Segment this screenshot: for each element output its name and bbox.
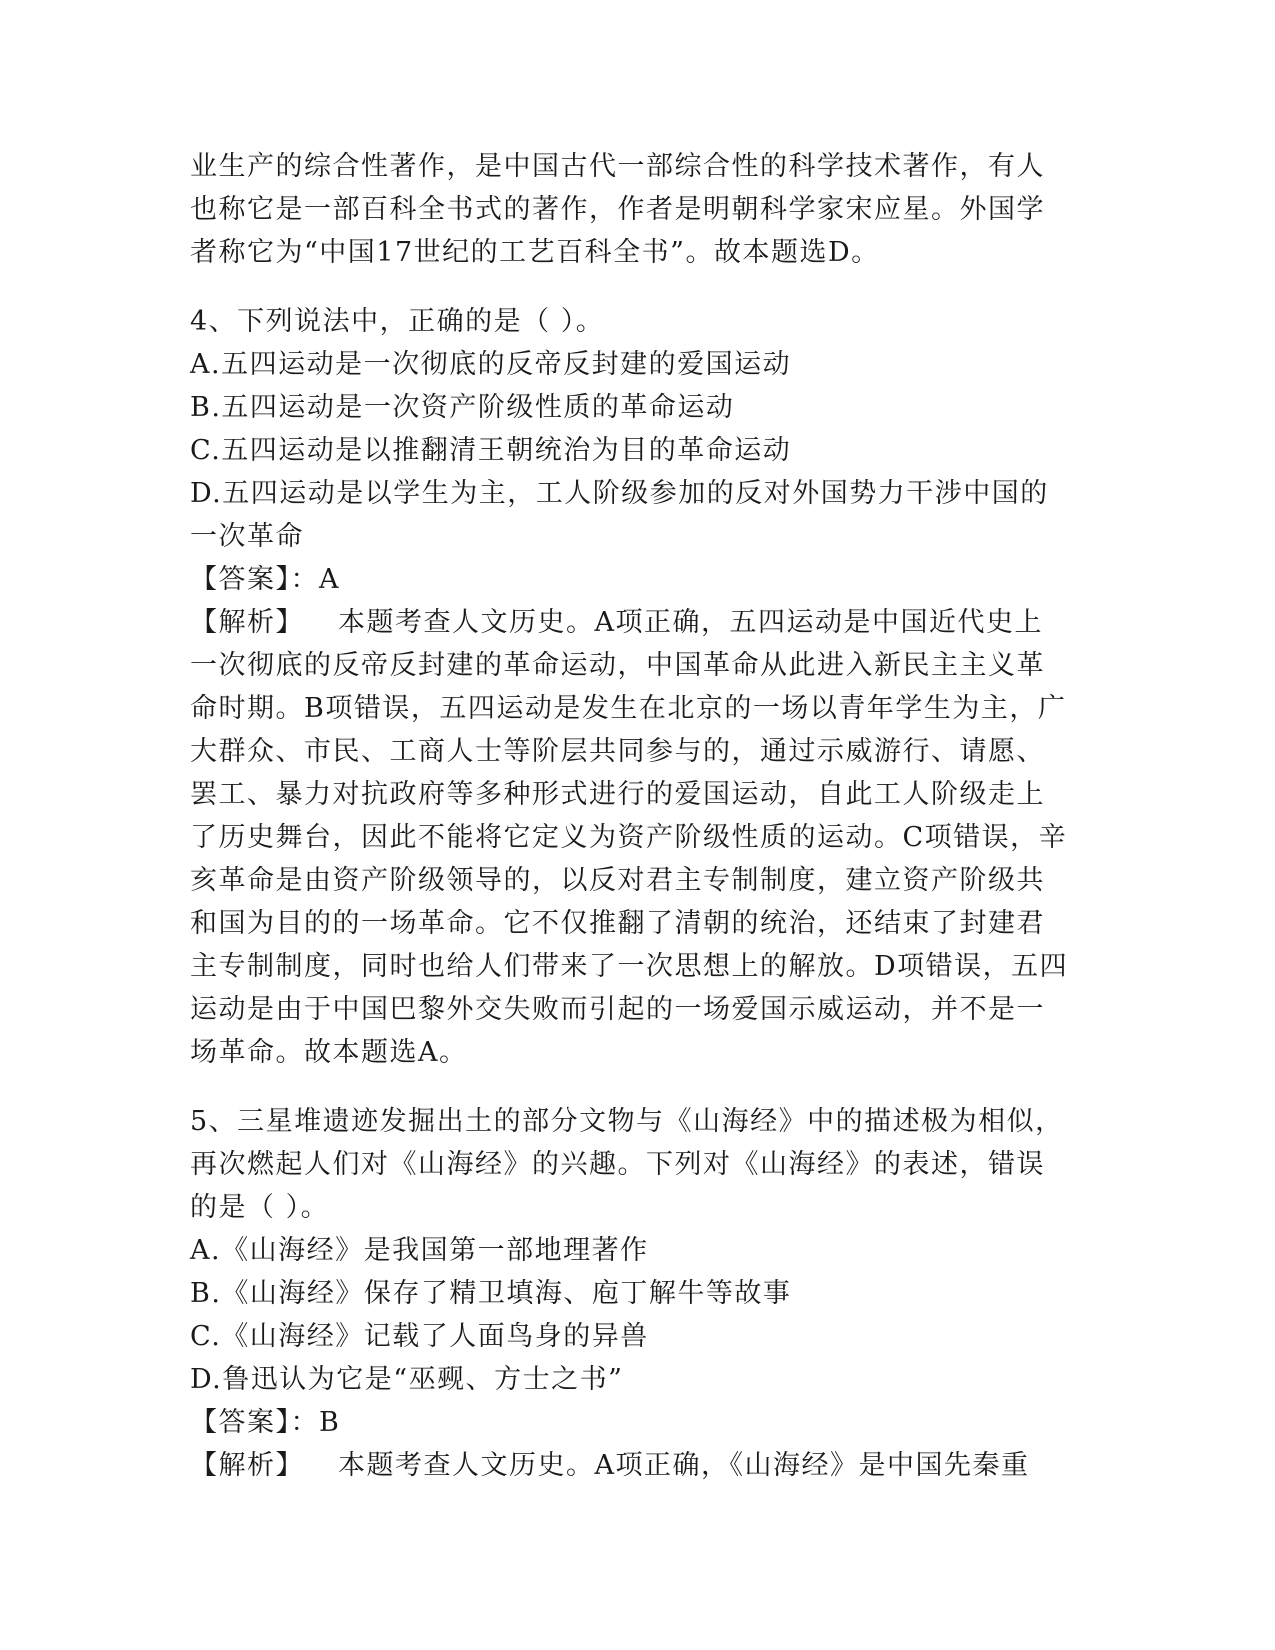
option-b: B.五四运动是一次资产阶级性质的革命运动 bbox=[190, 392, 735, 423]
text-line: 者称它为“中国17世纪的工艺百科全书”。故本题选D。 bbox=[190, 237, 880, 268]
analysis-line: 主专制制度，同时也给人们带来了一次思想上的解放。D项错误，五四 bbox=[190, 951, 1069, 982]
analysis-text: 本题考查人文历史。A项正确，五四运动是中国近代史上 bbox=[338, 607, 1043, 638]
question-stem: 4、下列说法中，正确的是（ ）。 bbox=[190, 306, 605, 337]
option-b: B.《山海经》保存了精卫填海、庖丁解牛等故事 bbox=[190, 1278, 792, 1309]
analysis-line: 了历史舞台，因此不能将它定义为资产阶级性质的运动。C项错误，辛 bbox=[190, 822, 1068, 853]
text-line: 业生产的综合性著作，是中国古代一部综合性的科学技术著作，有人 bbox=[190, 151, 1045, 182]
option-d: D.五四运动是以学生为主，工人阶级参加的反对外国势力干涉中国的 bbox=[190, 478, 1049, 509]
analysis-line: 场革命。故本题选A。 bbox=[190, 1037, 468, 1068]
option-a: A.《山海经》是我国第一部地理著作 bbox=[190, 1235, 649, 1266]
answer-line: 【答案】：B bbox=[190, 1407, 341, 1438]
question-stem: 5、三星堆遗迹发掘出土的部分文物与《山海经》中的描述极为相似， bbox=[190, 1106, 1064, 1137]
analysis-line: 大群众、市民、工商人士等阶层共同参与的，通过示威游行、请愿、 bbox=[190, 736, 1045, 767]
analysis-label: 【解析】 bbox=[190, 1450, 304, 1481]
analysis-line: 罢工、暴力对抗政府等多种形式进行的爱国运动，自此工人阶级走上 bbox=[190, 779, 1045, 810]
question-stem: 再次燃起人们对《山海经》的兴趣。下列对《山海经》的表述，错误 bbox=[190, 1149, 1045, 1180]
analysis-line: 命时期。B项错误，五四运动是发生在北京的一场以青年学生为主，广 bbox=[190, 693, 1067, 724]
page-content bbox=[190, 145, 1090, 1487]
analysis-line: 一次彻底的反帝反封建的革命运动，中国革命从此进入新民主主义革 bbox=[190, 650, 1045, 681]
analysis-line: 运动是由于中国巴黎外交失败而引起的一场爱国示威运动，并不是一 bbox=[190, 994, 1045, 1025]
analysis-label: 【解析】 bbox=[190, 607, 304, 638]
analysis-line: 亥革命是由资产阶级领导的，以反对君主专制制度，建立资产阶级共 bbox=[190, 865, 1045, 896]
analysis-first-line bbox=[190, 601, 1090, 644]
text-line: 也称它是一部百科全书式的著作，作者是明朝科学家宋应星。外国学 bbox=[190, 194, 1045, 225]
option-d: D.鲁迅认为它是“巫觋、方士之书” bbox=[190, 1364, 624, 1395]
analysis-line: 和国为目的的一场革命。它不仅推翻了清朝的统治，还结束了封建君 bbox=[190, 908, 1045, 939]
previous-analysis-continuation bbox=[190, 145, 1090, 274]
option-a: A.五四运动是一次彻底的反帝反封建的爱国运动 bbox=[190, 349, 792, 380]
analysis-first-line bbox=[190, 1444, 1090, 1487]
question-stem: 的是（ ）。 bbox=[190, 1192, 330, 1223]
answer-line: 【答案】：A bbox=[190, 564, 340, 595]
analysis-text: 本题考查人文历史。A项正确，《山海经》是中国先秦重 bbox=[338, 1450, 1030, 1481]
option-d-continued: 一次革命 bbox=[190, 521, 304, 552]
option-c: C.《山海经》记载了人面鸟身的异兽 bbox=[190, 1321, 649, 1352]
question-5 bbox=[190, 1100, 1090, 1487]
option-c: C.五四运动是以推翻清王朝统治为目的革命运动 bbox=[190, 435, 792, 466]
question-4 bbox=[190, 300, 1090, 1074]
